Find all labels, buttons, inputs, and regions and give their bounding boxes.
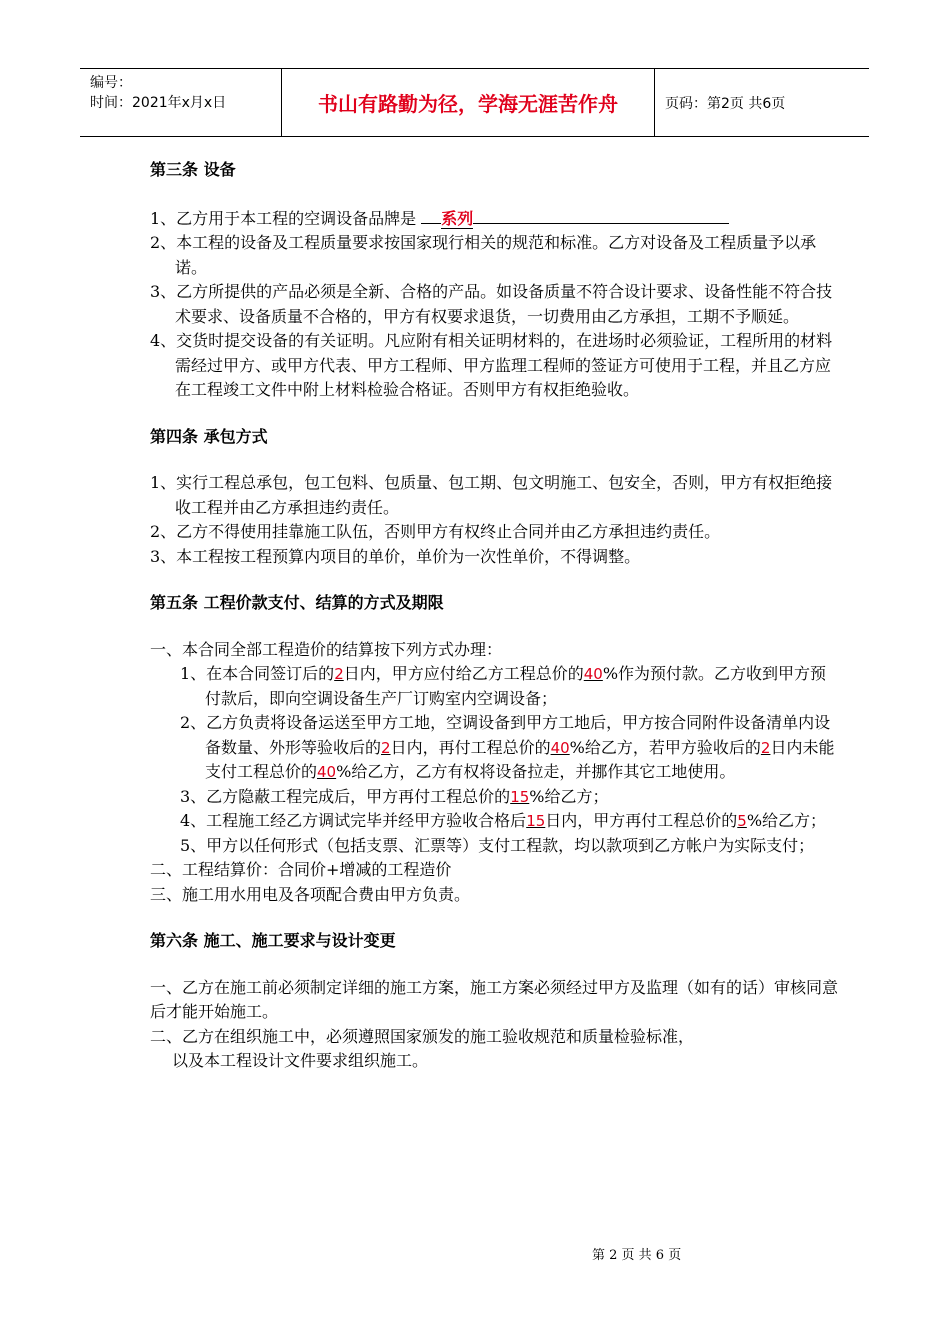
article-6-para-1: 一、乙方在施工前必须制定详细的施工方案，施工方案必须经过甲方及监理（如有的话）审核同意后才能开始施工。 xyxy=(150,977,839,1021)
article-4-item-2: 2、乙方不得使用挂靠施工队伍，否则甲方有权终止合同并由乙方承担违约责任。 xyxy=(150,522,721,541)
article-5-para-1: 一、本合同全部工程造价的结算按下列方式办理： xyxy=(150,639,503,659)
article-4-item-3: 3、本工程按工程预算内项目的单价，单价为一次性单价，不得调整。 xyxy=(150,546,641,566)
article-3-item-3: 3、乙方所提供的产品必须是全新、合格的产品。如设备质量不符合设计要求、设备性能不符合技术要求、设备质量不合格的，甲方有权要求退货，一切费用由乙方承担，工期不予顺延。 xyxy=(150,282,833,326)
document-body xyxy=(150,150,840,1074)
header-page-info: 页码：第2页 共6页 xyxy=(665,95,786,112)
article-6-para-2a: 二、乙方在组织施工中，必须遵照国家颁发的施工验收规范和质量检验标准， xyxy=(150,1026,695,1046)
article-3-item-2: 2、本工程的设备及工程质量要求按国家现行相关的规范和标准。乙方对设备及工程质量予以承诺。 xyxy=(150,233,817,277)
article-4-item-1: 1、实行工程总承包，包工包料、包质量、包工期、包文明施工、包安全，否则，甲方有权拒绝接收工程并由乙方承担违约责任。 xyxy=(150,473,833,517)
article-6-title: 第六条 施工、施工要求与设计变更 xyxy=(150,931,396,950)
article-5-para-2: 二、工程结算价：合同价+增减的工程造价 xyxy=(150,860,452,879)
article-5-sub-5: 5、甲方以任何形式（包括支票、汇票等）支付工程款，均以款项到乙方帐户为实际支付； xyxy=(180,835,815,855)
article-3-title: 第三条 设备 xyxy=(150,160,236,179)
page-footer: 第 2 页 共 6 页 xyxy=(592,1248,682,1263)
header-motto: 书山有路勤为径，学海无涯苦作舟 xyxy=(282,69,655,136)
document-number: 编号： xyxy=(90,75,132,91)
article-5-para-3: 三、施工用水用电及各项配合费由甲方负责。 xyxy=(150,884,471,904)
document-date: 时间：2021年x月x日 xyxy=(90,95,227,111)
header-meta xyxy=(80,69,282,136)
article-5-title: 第五条 工程价款支付、结算的方式及期限 xyxy=(150,593,444,612)
article-3-item-1: 1、乙方用于本工程的空调设备品牌是 系列 xyxy=(150,205,840,232)
page-header xyxy=(80,68,869,137)
article-5-sub-3: 3、乙方隐蔽工程完成后，甲方再付工程总价的15%给乙方； xyxy=(180,786,609,806)
article-5-sub-4: 4、工程施工经乙方调试完毕并经甲方验收合格后15日内，甲方再付工程总价的5%给乙方； xyxy=(180,811,827,830)
article-4-title: 第四条 承包方式 xyxy=(150,426,268,446)
article-5-sub-1: 1、在本合同签订后的2日内，甲方应付给乙方工程总价的40%作为预付款。乙方收到甲方预付款后，即向空调设备生产厂订购室内空调设备； xyxy=(180,664,827,708)
article-3-item-4: 4、交货时提交设备的有关证明。凡应附有相关证明材料的，在进场时必须验证，工程所用的材料需经过甲方、或甲方代表、甲方工程师、甲方监理工程师的签证方可使用于工程，并且乙方应在工程竣工文件中附上材料检验合格证。否则甲方有权拒绝验收。 xyxy=(150,331,833,399)
article-5-sub-2: 2、乙方负责将设备运送至甲方工地，空调设备到甲方工地后，甲方按合同附件设备清单内设备数量、外形等验收后的2日内，再付工程总价的40%给乙方，若甲方验收后的2日内未能支付工程总价的40%给乙方，乙方有权将设备拉走，并挪作其它工地使用。 xyxy=(180,713,835,781)
article-6-para-2b: 以及本工程设计文件要求组织施工。 xyxy=(172,1051,429,1070)
